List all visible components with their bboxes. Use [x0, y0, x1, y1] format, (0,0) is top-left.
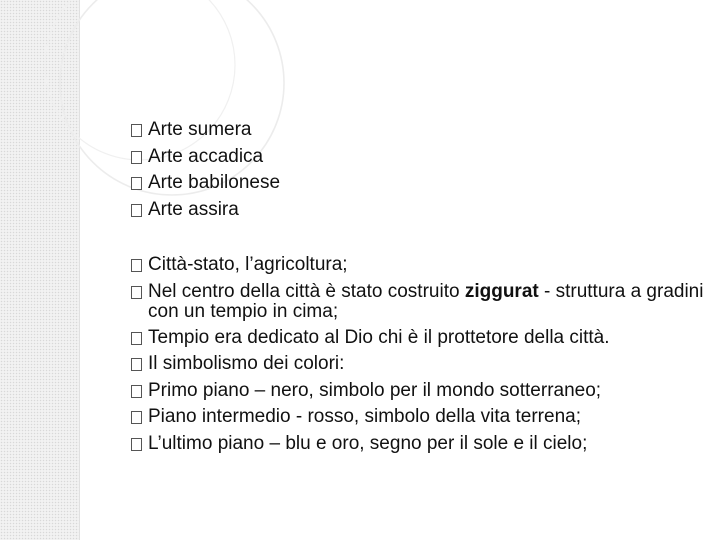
- list-item-text: Tempio era dedicato al Dio chi è il prottetore della città.: [148, 326, 610, 348]
- list-item: [131, 325, 706, 352]
- list-item: [131, 117, 706, 144]
- list-item: [131, 144, 706, 171]
- decorative-side-strip: [0, 0, 80, 540]
- ziggurat-facts-list: [131, 252, 706, 457]
- list-item: [131, 170, 706, 197]
- list-item: [131, 378, 706, 405]
- list-item: [131, 404, 706, 431]
- list-item: [131, 197, 706, 224]
- square-bullet-icon: [131, 358, 142, 371]
- list-item-text-pre: Nel centro della città è stato costruito: [148, 280, 465, 302]
- square-bullet-icon: [131, 332, 142, 345]
- square-bullet-icon: [131, 411, 142, 424]
- square-bullet-icon: [131, 438, 142, 451]
- list-item-text: Arte babilonese: [148, 172, 281, 193]
- art-types-list: [131, 117, 706, 223]
- square-bullet-icon: [131, 151, 142, 164]
- list-item-text: L’ultimo piano – blu e oro, segno per il sole e il cielo;: [148, 432, 588, 454]
- square-bullet-icon: [131, 385, 142, 398]
- list-item-text: Arte sumera: [148, 119, 252, 140]
- square-bullet-icon: [131, 124, 142, 137]
- list-item-text: Primo piano – nero, simbolo per il mondo sotterraneo;: [148, 379, 602, 401]
- list-item-text: Piano intermedio - rosso, simbolo della vita terrena;: [148, 406, 581, 427]
- list-item-text: Il simbolismo dei colori:: [148, 353, 345, 374]
- list-item: [131, 279, 706, 325]
- square-bullet-icon: [131, 177, 142, 190]
- list-item-text-post: - struttura a gradini con un tempio in cima;: [148, 280, 704, 322]
- list-item-text: Arte assira: [148, 198, 239, 220]
- square-bullet-icon: [131, 204, 142, 217]
- list-item: [131, 431, 706, 458]
- ziggurat-term: ziggurat: [464, 280, 539, 302]
- list-item-text: Arte accadica: [148, 145, 264, 167]
- square-bullet-icon: [131, 259, 142, 272]
- list-item-text: Città-stato, l’agricoltura;: [148, 254, 348, 275]
- list-item: [131, 351, 706, 378]
- square-bullet-icon: [131, 286, 142, 299]
- list-item: [131, 252, 706, 279]
